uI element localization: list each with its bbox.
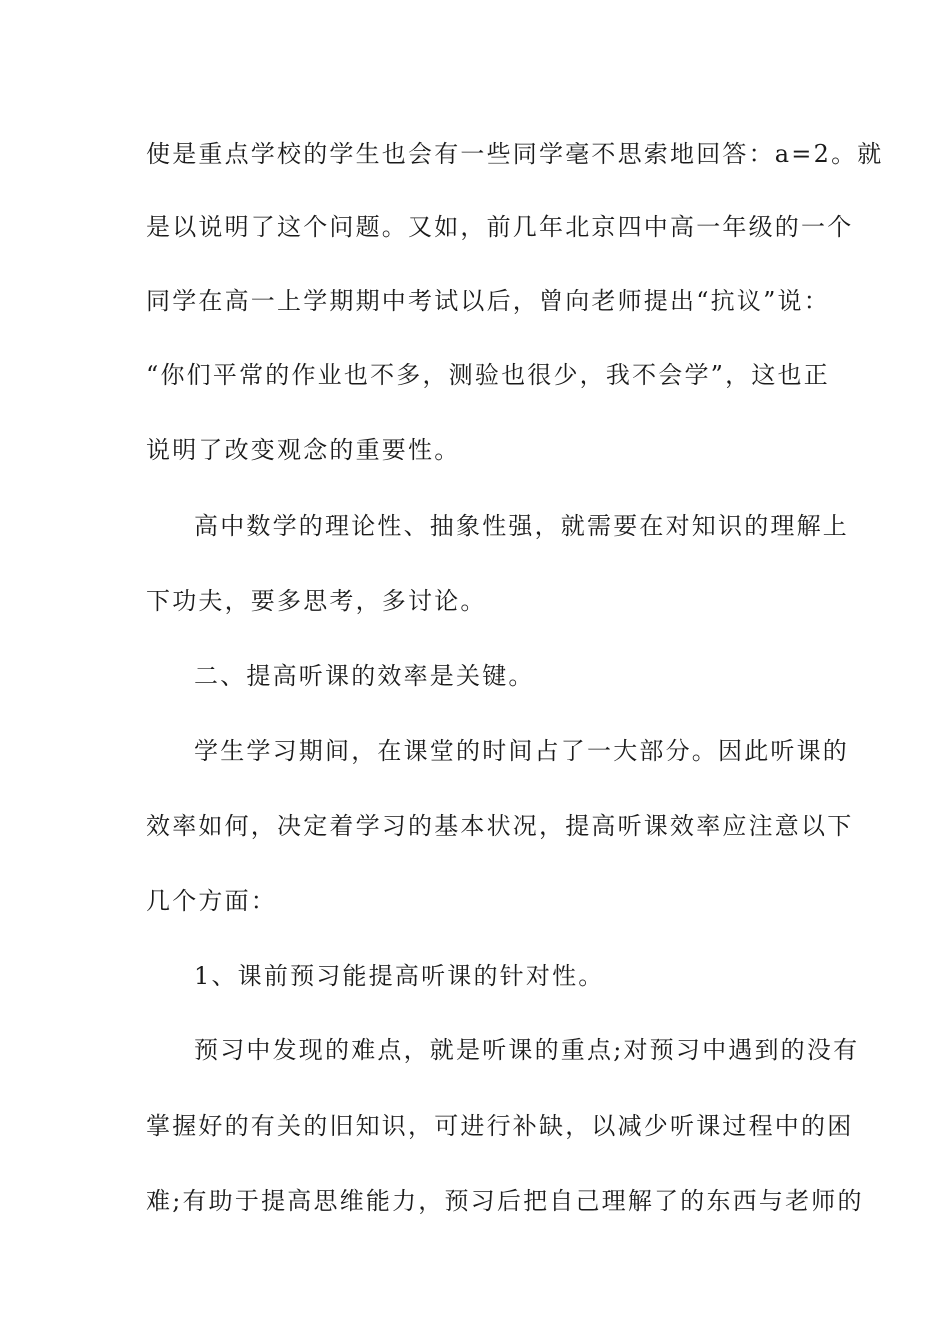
text-line-14: 掌握好的有关的旧知识，可进行补缺，以减少听课过程中的困 [146,1112,854,1140]
section-heading: 二、提高听课的效率是关键。 [194,662,535,690]
text-line-5: 说明了改变观念的重要性。 [146,436,461,464]
text-line-10: 效率如何，决定着学习的基本状况，提高听课效率应注意以下 [146,812,854,840]
paragraph-start-line: 预习中发现的难点，就是听课的重点;对预习中遇到的没有 [194,1036,860,1064]
paragraph-start-line: 学生学习期间，在课堂的时间占了一大部分。因此听课的 [194,737,849,765]
text-line-1: 使是重点学校的学生也会有一些同学毫不思索地回答：a=2。就 [146,140,884,168]
text-line-4: “你们平常的作业也不多，测验也很少，我不会学”，这也正 [146,361,830,389]
text-line-11: 几个方面： [146,887,277,915]
paragraph-start-line: 高中数学的理论性、抽象性强，就需要在对知识的理解上 [194,512,849,540]
text-line-2: 是以说明了这个问题。又如，前几年北京四中高一年级的一个 [146,213,854,241]
text-line-15: 难;有助于提高思维能力，预习后把自己理解了的东西与老师的 [146,1187,864,1215]
text-line-7: 下功夫，要多思考，多讨论。 [146,587,487,615]
subsection-heading: 1、课前预习能提高听课的针对性。 [194,962,605,990]
text-line-3: 同学在高一上学期期中考试以后，曾向老师提出“抗议”说： [146,287,830,315]
